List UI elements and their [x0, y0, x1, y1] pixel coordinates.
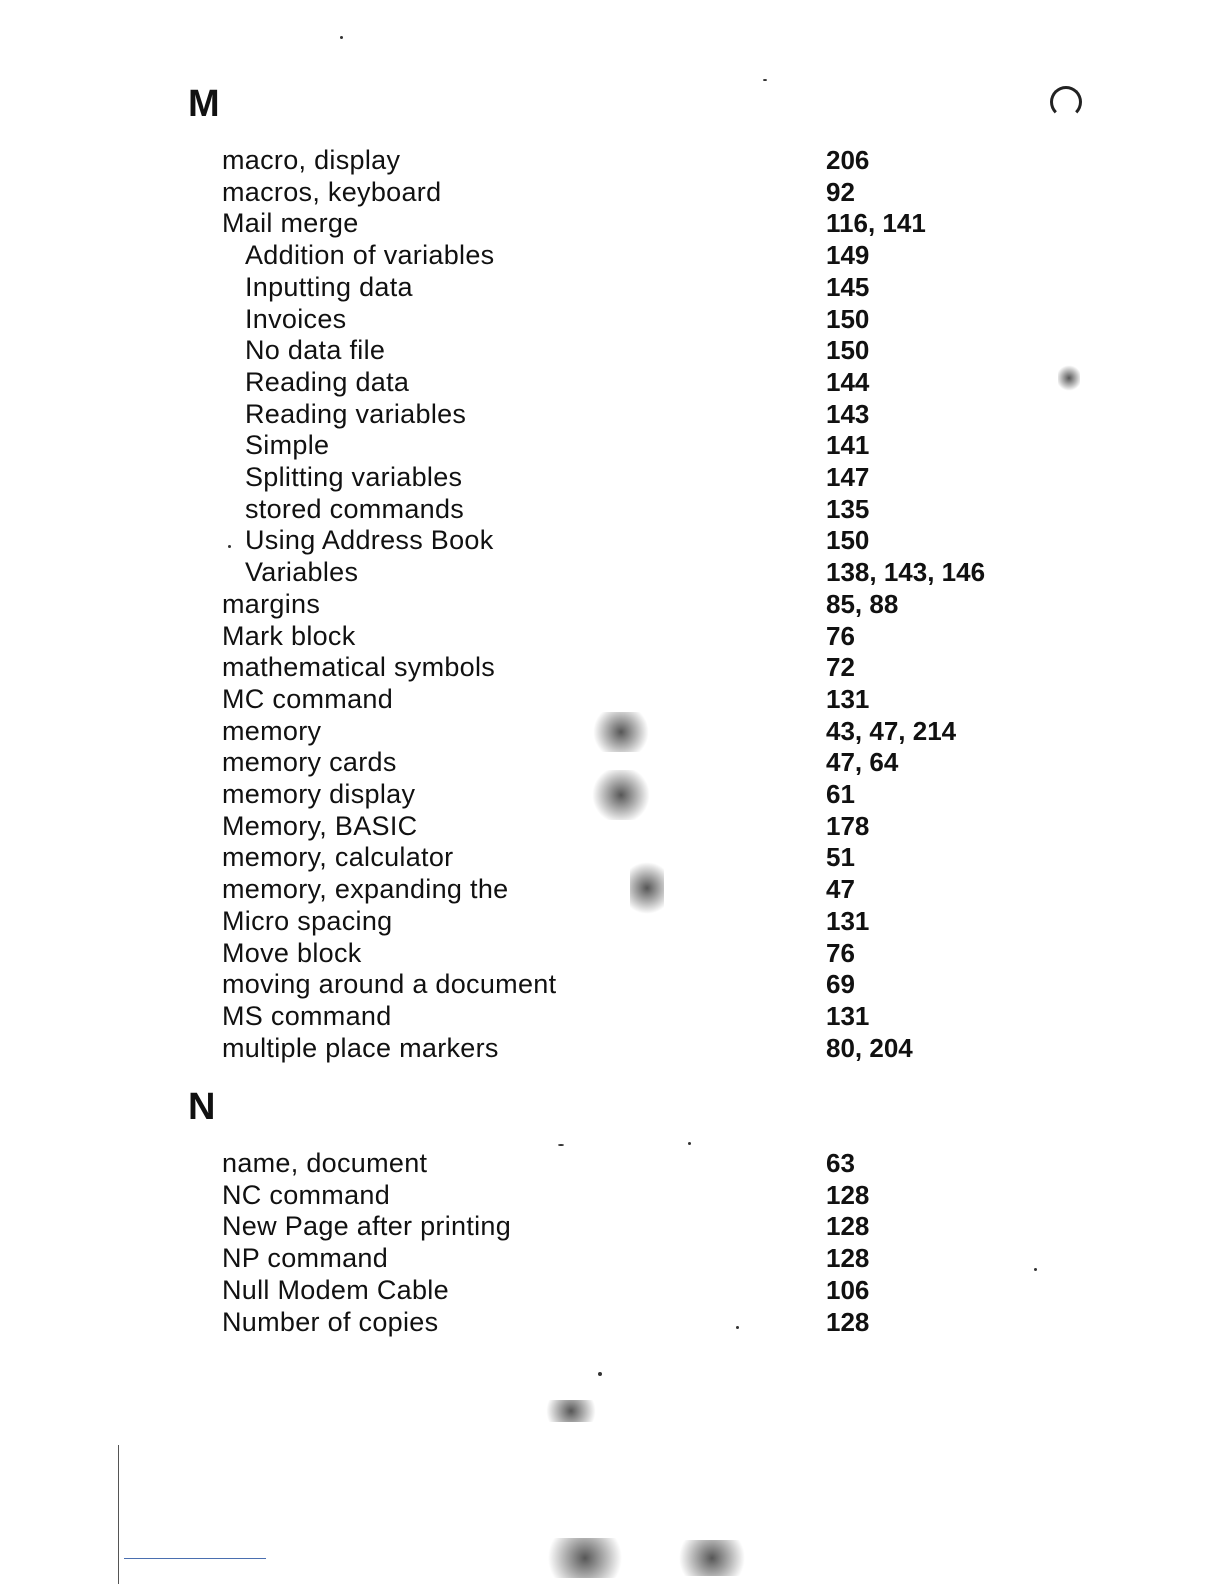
entry-pages: 85, 88 — [826, 588, 899, 619]
entry-term: Splitting variables — [245, 462, 463, 492]
entry-term: Micro spacing — [222, 905, 393, 936]
entry-term: MC command — [222, 683, 394, 714]
entry-term: Number of copies — [222, 1306, 439, 1337]
index-subentry — [0, 462, 1224, 494]
entry-term: Simple — [245, 430, 330, 461]
index-entry — [0, 1001, 1224, 1033]
scan-speck — [228, 545, 231, 548]
entry-term: Null Modem Cable — [222, 1274, 449, 1305]
index-entry — [0, 589, 1224, 621]
scan-smudge — [540, 1538, 630, 1578]
entry-pages: 150 — [826, 335, 870, 366]
entry-pages: 131 — [826, 683, 870, 714]
index-entry — [0, 1148, 1224, 1180]
entry-pages: 206 — [826, 145, 870, 175]
entry-term: NC command — [222, 1179, 391, 1210]
entry-pages: 138, 143, 146 — [826, 557, 986, 588]
entry-term: multiple place markers — [222, 1032, 499, 1063]
entry-term: memory, expanding the — [222, 874, 509, 905]
scan-smudge — [630, 858, 664, 918]
entry-term: memory display — [222, 779, 416, 809]
entry-term: Memory, BASIC — [222, 810, 418, 841]
entry-pages: 131 — [826, 1000, 870, 1031]
entry-pages: 47 — [826, 874, 855, 905]
entry-term: New Page after printing — [222, 1211, 512, 1242]
entry-pages: 69 — [826, 969, 855, 1000]
entry-pages: 47, 64 — [826, 747, 899, 778]
index-entry — [0, 1033, 1224, 1065]
index-entry — [0, 1211, 1224, 1243]
scan-speck — [763, 79, 767, 81]
scan-speck — [1034, 1268, 1037, 1271]
entry-pages: 128 — [826, 1306, 870, 1337]
entry-pages: 128 — [826, 1179, 870, 1210]
entry-term: memory cards — [222, 747, 397, 778]
entry-pages: 80, 204 — [826, 1032, 913, 1063]
entry-term: Reading data — [245, 366, 410, 397]
index-entry — [0, 938, 1224, 970]
entry-pages: 143 — [826, 398, 870, 429]
index-entry — [0, 906, 1224, 938]
scan-smudge — [590, 712, 652, 752]
index-entry — [0, 969, 1224, 1001]
index-subentry — [0, 399, 1224, 431]
entry-pages: 150 — [826, 525, 870, 556]
entry-pages: 144 — [826, 366, 870, 397]
entry-term: memory, calculator — [222, 842, 454, 873]
entry-term: MS command — [222, 1000, 392, 1031]
index-subentry — [0, 335, 1224, 367]
index-entry — [0, 652, 1224, 684]
index-subentry — [0, 525, 1224, 557]
entry-pages: 135 — [826, 493, 870, 524]
entry-term: stored commands — [245, 493, 465, 524]
scan-smudge — [592, 770, 650, 820]
entry-pages: 76 — [826, 937, 855, 968]
entry-pages: 76 — [826, 620, 855, 651]
entry-pages: 72 — [826, 652, 855, 683]
index-subentry — [0, 557, 1224, 589]
index-entry — [0, 208, 1224, 240]
index-entry — [0, 621, 1224, 653]
entry-term: Inputting data — [245, 271, 413, 302]
entry-pages: 141 — [826, 430, 870, 461]
scan-speck — [598, 1372, 602, 1376]
scan-speck — [340, 36, 343, 39]
entry-term: Move block — [222, 937, 362, 968]
entry-pages: 128 — [826, 1211, 870, 1242]
scan-smudge — [1058, 365, 1080, 391]
section-letter: N — [188, 1086, 216, 1128]
entry-pages: 43, 47, 214 — [826, 715, 957, 746]
entry-term: memory — [222, 715, 322, 746]
entry-term: Invoices — [245, 303, 347, 334]
index-subentry — [0, 367, 1224, 399]
entry-pages: 149 — [826, 240, 870, 271]
entry-term: macros, keyboard — [222, 176, 442, 207]
entry-term: Mail merge — [222, 208, 359, 239]
margin-line — [118, 1445, 119, 1584]
index-subentry — [0, 430, 1224, 462]
entry-pages: 128 — [826, 1243, 870, 1274]
index-entry — [0, 874, 1224, 906]
entry-pages: 51 — [826, 842, 855, 873]
scan-speck — [558, 1144, 564, 1146]
entry-pages: 150 — [826, 303, 870, 334]
scan-speck — [688, 1142, 691, 1145]
index-entry — [0, 1180, 1224, 1212]
entry-term: name, document — [222, 1148, 428, 1178]
entry-pages: 92 — [826, 176, 855, 207]
index-entry — [0, 684, 1224, 716]
entry-pages: 116, 141 — [826, 208, 926, 239]
entry-pages: 131 — [826, 905, 870, 936]
index-entry — [0, 177, 1224, 209]
edge-line — [124, 1558, 266, 1559]
entry-term: macro, display — [222, 145, 401, 175]
index-entry — [0, 145, 1224, 177]
entry-pages: 145 — [826, 271, 870, 302]
index-entry — [0, 1275, 1224, 1307]
scan-speck — [736, 1326, 739, 1329]
index-subentry — [0, 304, 1224, 336]
entry-term: Using Address Book — [245, 525, 494, 556]
index-entry — [0, 1243, 1224, 1275]
entry-term: mathematical symbols — [222, 652, 496, 683]
entry-term: Reading variables — [245, 398, 467, 429]
entry-pages: 147 — [826, 462, 870, 492]
entry-term: margins — [222, 588, 321, 619]
index-entry — [0, 1307, 1224, 1339]
scan-smudge — [540, 1400, 602, 1422]
entry-pages: 178 — [826, 810, 870, 841]
index-subentry — [0, 494, 1224, 526]
index-subentry — [0, 272, 1224, 304]
section-letter: M — [188, 83, 220, 125]
entry-term: Mark block — [222, 620, 356, 651]
entry-term: NP command — [222, 1243, 389, 1274]
entry-term: moving around a document — [222, 969, 557, 1000]
index-subentry — [0, 240, 1224, 272]
scan-smudge — [672, 1540, 752, 1576]
entry-pages: 63 — [826, 1148, 855, 1178]
entry-term: No data file — [245, 335, 386, 366]
entry-term: Addition of variables — [245, 240, 495, 271]
entry-pages: 106 — [826, 1274, 870, 1305]
entry-term: Variables — [245, 557, 359, 588]
scan-artifact-ring — [1050, 86, 1082, 118]
index-entry — [0, 842, 1224, 874]
entry-pages: 61 — [826, 779, 855, 809]
